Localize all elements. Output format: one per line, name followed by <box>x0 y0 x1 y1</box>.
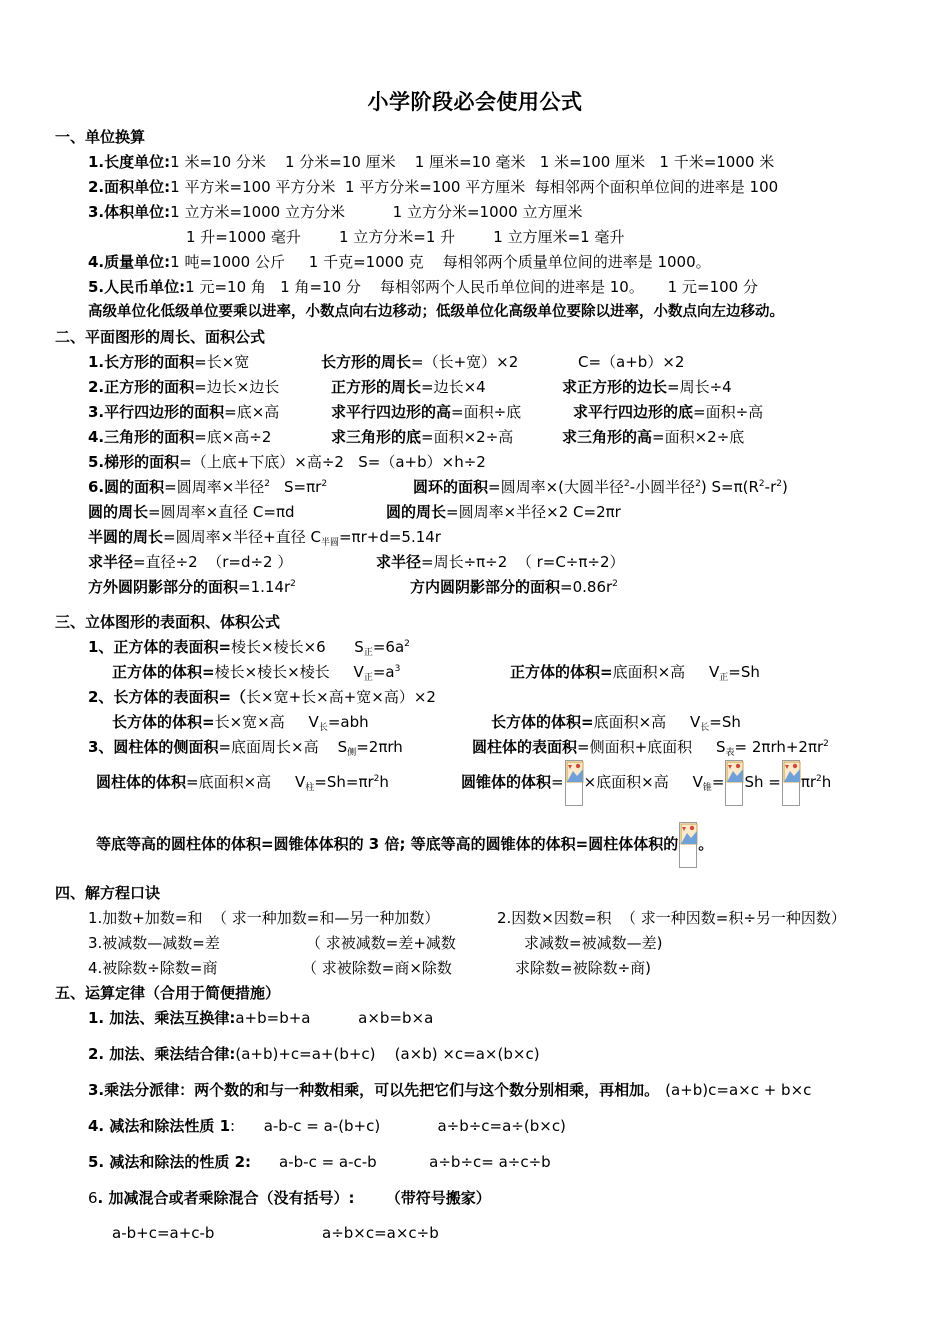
cuboid-volume-formula: 长×宽×高 V <box>214 713 319 731</box>
length-units-text: 1 米=10 分米 1 分米=10 厘米 1 厘米=10 毫米 1 米=100 厘米 1 千米=1000 米 <box>170 153 775 171</box>
cylinder-lateral-area-value: =2πrh <box>356 738 403 756</box>
rectangle-perimeter <box>321 352 518 372</box>
parallelogram-area-formula: =底×高 <box>224 403 280 421</box>
cube-volume-value: =a <box>372 663 395 681</box>
cylinder-surface-area-value: = 2πrh+2πr <box>734 738 824 756</box>
rectangle-row <box>88 352 249 372</box>
property-1-formula: : a-b-c = a-(b+c) a÷b÷c=a÷(b×c) <box>230 1117 566 1135</box>
associative-law <box>88 1044 540 1064</box>
exponent: 2 <box>321 479 328 489</box>
distributive-law <box>88 1080 811 1100</box>
cuboid-volume-label: 长方体的体积= <box>112 713 215 731</box>
cuboid-volume <box>112 712 369 732</box>
cuboid-surface-area-label: 2、长方体的表面积=（ <box>88 688 247 706</box>
fraction-image-placeholder-icon <box>782 760 800 806</box>
equation-rule-division: 4.被除数÷除数=商 <box>88 959 218 977</box>
cylinder-lateral-area <box>88 737 403 757</box>
cube-surface-area-value: =6a <box>372 638 405 656</box>
square-side-formula: =周长÷4 <box>667 378 732 396</box>
subscript: 长 <box>700 723 710 733</box>
parallelogram-height <box>331 402 521 422</box>
mixed-operations-addition-example: a-b+c=a+c-b <box>112 1224 215 1242</box>
subscript: 侧 <box>347 748 357 758</box>
fraction-image-placeholder-icon <box>679 822 697 868</box>
circle-area-symbolic: S=πr <box>284 478 322 496</box>
mixed-operations-number: 6 <box>88 1189 98 1207</box>
currency-units-text: 1 元=10 角 1 角=10 分 每相邻两个人民币单位间的进率是 10。 1 元=100 分 <box>185 278 758 296</box>
circle-circumference-radius <box>386 502 621 522</box>
cylinder-lateral-area-formula: =底面周长×高 S <box>218 738 348 756</box>
annulus-area <box>413 477 788 497</box>
area-units-row <box>88 177 778 197</box>
area-units-text: 1 平方米=100 平方分米 1 平方分米=100 平方厘米 每相邻两个面积单位间的进率是 100 <box>170 178 779 196</box>
subscript: 长 <box>318 723 328 733</box>
volume-units-row <box>88 202 582 222</box>
annulus-area-symbolic-end: ) <box>781 478 788 496</box>
radius-from-diameter-formula: =直径÷2 （r=d÷2 ） <box>133 553 293 571</box>
cylinder-volume-value-end: h <box>379 773 389 791</box>
exponent: 2 <box>264 479 271 489</box>
distributive-law-formula: (a+b)c=a×c + b×c <box>665 1081 812 1099</box>
radius-from-circumference-formula: =周长÷π÷2 （ r=C÷π÷2） <box>421 553 625 571</box>
cylinder-cone-relation-text: 等底等高的圆柱体的体积=圆锥体体积的 3 倍; 等底等高的圆锥体的体积=圆柱体体积的 <box>96 835 679 853</box>
equation-rule-addition: 1.加数+加数=和 （ 求一种加数=和—另一种加数） <box>88 909 440 927</box>
cube-volume-formula: 棱长×棱长×棱长 V <box>214 663 364 681</box>
circle-circumference-label: 圆的周长 <box>88 503 149 521</box>
cuboid-volume-base-label: 长方体的体积= <box>491 713 594 731</box>
parallelogram-height-label: 求平行四边形的高 <box>331 403 452 421</box>
square-perimeter-formula: =边长×4 <box>421 378 486 396</box>
cylinder-cone-relation <box>96 820 713 868</box>
equation-rule-subtraction-subtrahend: 求减数=被减数—差) <box>524 934 663 952</box>
cube-volume <box>112 662 400 682</box>
parallelogram-base <box>573 402 763 422</box>
triangle-area-formula: =底×高÷2 <box>194 428 272 446</box>
mass-units-label: 4.质量单位: <box>88 253 171 271</box>
rectangle-perimeter-symbolic: C=（a+b）×2 <box>578 353 685 371</box>
commutative-law <box>88 1008 433 1028</box>
annulus-area-formula-part: -小圆半径 <box>629 478 696 496</box>
exponent: 2 <box>404 639 410 649</box>
cone-volume-pi-r: πr <box>800 773 817 791</box>
radius-label-2: 求半径 <box>376 553 422 571</box>
volume-units-label: 3.体积单位: <box>88 203 171 221</box>
annulus-area-symbolic-part: -r <box>764 478 777 496</box>
outer-shaded-area-label: 方外圆阴影部分的面积 <box>88 578 239 596</box>
square-perimeter-label: 正方形的周长 <box>331 378 422 396</box>
cylinder-volume-formula: =底面积×高 V <box>186 773 306 791</box>
cuboid-volume-base <box>491 712 741 732</box>
property-2-label: 5. 减法和除法的性质 2: <box>88 1153 252 1171</box>
exponent: 2 <box>373 774 380 784</box>
equation-rule-subtraction-minuend: （ 求被减数=差+减数 <box>306 934 456 952</box>
cube-volume-base <box>510 662 760 682</box>
circle-circumference-formula-2: =圆周率×半径×2 C=2πr <box>446 503 621 521</box>
subtraction-division-property-2 <box>88 1152 551 1172</box>
triangle-base-label: 求三角形的底 <box>331 428 422 446</box>
exponent: 2 <box>823 739 829 749</box>
length-units-label: 1.长度单位: <box>88 153 171 171</box>
mass-units-text: 1 吨=1000 公斤 1 千克=1000 克 每相邻两个质量单位间的进率是 1000。 <box>170 253 711 271</box>
parallelogram-height-formula: =面积÷底 <box>451 403 522 421</box>
currency-units-label: 5.人民币单位: <box>88 278 186 296</box>
annulus-area-symbolic: ) S=π(R <box>700 478 759 496</box>
square-side-label: 求正方形的边长 <box>562 378 668 396</box>
trapezoid-area <box>88 452 486 472</box>
circle-area-formula: =圆周率×半径 <box>164 478 265 496</box>
fraction-image-placeholder-icon <box>725 760 743 806</box>
cuboid-surface-area-formula: 长×宽+长×高+宽×高）×2 <box>246 688 436 706</box>
circle-area-label: 6.圆的面积 <box>88 478 165 496</box>
inner-shaded-area-label: 方内圆阴影部分的面积 <box>410 578 561 596</box>
annulus-area-formula: =圆周率×(大圆半径 <box>488 478 625 496</box>
area-units-label: 2.面积单位: <box>88 178 171 196</box>
cube-volume-label: 正方体的体积= <box>112 663 215 681</box>
fraction-image-placeholder-icon <box>565 760 583 806</box>
triangle-base <box>331 427 513 447</box>
equals-sign: = <box>551 773 564 791</box>
subscript: 表 <box>725 748 735 758</box>
cone-volume <box>461 758 831 806</box>
currency-units-row <box>88 277 758 297</box>
subtraction-division-property-1 <box>88 1116 566 1136</box>
triangle-area-label: 4.三角形的面积 <box>88 428 195 446</box>
triangle-area <box>88 427 271 447</box>
rectangle-perimeter-formula: =（长+宽）×2 <box>411 353 519 371</box>
semicircle-perimeter-label: 半圆的周长 <box>88 528 164 546</box>
page-title: 小学阶段必会使用公式 <box>367 90 583 114</box>
exponent: 2 <box>758 479 765 489</box>
circle-circumference-formula: =圆周率×直径 C=πd <box>148 503 295 521</box>
exponent: 3 <box>394 664 401 674</box>
inner-shaded-area <box>410 577 618 597</box>
equation-rule-division-divisor: 求除数=被除数÷商) <box>515 959 651 977</box>
rectangle-area-formula: =长×宽 <box>194 353 250 371</box>
associative-law-label: 2. 加法、乘法结合律: <box>88 1045 236 1063</box>
semicircle-perimeter-formula: =圆周率×半径+直径 C <box>163 528 321 546</box>
cylinder-volume-label: 圆柱体的体积 <box>96 773 187 791</box>
trapezoid-area-formula: =（上底+下底）×高÷2 S=（a+b）×h÷2 <box>179 453 486 471</box>
square-area-formula: =边长×边长 <box>194 378 280 396</box>
cuboid-volume-base-formula: 底面积×高 V <box>593 713 701 731</box>
circle-circumference-diameter <box>88 502 295 522</box>
parallelogram-base-formula: =面积÷高 <box>693 403 764 421</box>
commutative-law-label: 1. 加法、乘法互换律: <box>88 1009 236 1027</box>
exponent: 2 <box>816 774 822 784</box>
cone-volume-sh: Sh = <box>744 773 781 791</box>
circle-area <box>88 477 327 497</box>
parallelogram-area-label: 3.平行四边形的面积 <box>88 403 225 421</box>
subscript: 正 <box>363 673 373 683</box>
unit-conversion-note: 高级单位化低级单位要乘以进率，小数点向右边移动；低级单位化高级单位要除以进率，小数点向左边移动。 <box>88 304 784 320</box>
section-2-heading: 二、平面图形的周长、面积公式 <box>55 328 266 346</box>
cone-volume-formula: ×底面积×高 V <box>583 773 703 791</box>
radius-label: 求半径 <box>88 553 134 571</box>
cylinder-surface-area-formula: =侧面积+底面积 S <box>577 738 726 756</box>
cube-volume-base-label: 正方体的体积= <box>510 663 613 681</box>
cylinder-volume-value: =Sh=πr <box>314 773 374 791</box>
cuboid-volume-base-value: =Sh <box>709 713 741 731</box>
exponent: 2 <box>695 479 701 489</box>
subscript: 柱 <box>305 783 315 793</box>
outer-shaded-area <box>88 577 296 597</box>
length-units-row <box>88 152 774 172</box>
exponent: 2 <box>612 579 618 589</box>
triangle-height-label: 求三角形的高 <box>562 428 653 446</box>
equals-sign-2: = <box>711 773 725 791</box>
equation-rule-subtraction: 3.被减数—减数=差 <box>88 934 220 952</box>
cuboid-volume-value: =abh <box>327 713 369 731</box>
semicircle-perimeter-value: =πr+d=5.14r <box>338 528 441 546</box>
exponent: 2 <box>290 579 296 589</box>
inner-shaded-area-formula: =0.86r <box>560 578 613 596</box>
rectangle-perimeter-label: 长方形的周长 <box>321 353 412 371</box>
cone-volume-label: 圆锥体的体积 <box>461 773 552 791</box>
subscript: 半圆 <box>320 538 339 548</box>
section-3-heading: 三、立体图形的表面积、体积公式 <box>55 613 281 631</box>
rectangle-area-label: 1.长方形的面积 <box>88 353 195 371</box>
parallelogram-area <box>88 402 279 422</box>
subscript: 正 <box>363 648 373 658</box>
triangle-base-formula: =面积×2÷高 <box>421 428 514 446</box>
subscript: 锥 <box>702 783 712 793</box>
associative-law-formula: (a+b)+c=a+(b+c) (a×b) ×c=a×(b×c) <box>235 1045 540 1063</box>
outer-shaded-area-formula: =1.14r <box>238 578 291 596</box>
period: 。 <box>698 835 714 853</box>
square-area-label: 2.正方形的面积 <box>88 378 195 396</box>
square-area <box>88 377 279 397</box>
cube-volume-base-formula: 底面积×高 V <box>612 663 720 681</box>
semicircle-perimeter <box>88 527 441 547</box>
equation-rule-division-dividend: （ 求被除数=商×除数 <box>302 959 452 977</box>
mixed-operations-label: . 加减混合或者乘除混合（没有括号）: （带符号搬家） <box>97 1189 491 1207</box>
square-perimeter <box>331 377 486 397</box>
property-1-label: 4. 减法和除法性质 1 <box>88 1117 231 1135</box>
trapezoid-area-label: 5.梯形的面积 <box>88 453 180 471</box>
cylinder-volume <box>96 772 389 792</box>
triangle-height <box>562 427 744 447</box>
radius-from-diameter <box>88 552 292 572</box>
cylinder-surface-area <box>472 737 829 757</box>
distributive-law-label: 3.乘法分派律：两个数的和与一种数相乘，可以先把它们与这个数分别相乘，再相加。 <box>88 1081 660 1099</box>
cube-surface-area <box>88 637 410 657</box>
cylinder-surface-area-label: 圆柱体的表面积 <box>472 738 578 756</box>
mass-units-row <box>88 252 711 272</box>
volume-units-row-2: 1 升=1000 毫升 1 立方分米=1 升 1 立方厘米=1 毫升 <box>186 228 625 246</box>
circle-circumference-label-2: 圆的周长 <box>386 503 447 521</box>
section-1-heading: 一、单位换算 <box>55 128 146 146</box>
triangle-height-formula: =面积×2÷底 <box>652 428 745 446</box>
cube-surface-area-formula: 棱长×棱长×6 S <box>231 638 364 656</box>
volume-units-text: 1 立方米=1000 立方分米 1 立方分米=1000 立方厘米 <box>170 203 583 221</box>
cuboid-surface-area <box>88 687 436 707</box>
section-5-heading: 五、运算定律（合用于简便措施） <box>55 984 281 1002</box>
cylinder-lateral-area-label: 3、圆柱体的侧面积 <box>88 738 219 756</box>
section-4-heading: 四、解方程口诀 <box>55 884 161 902</box>
commutative-law-formula: a+b=b+a a×b=b×a <box>235 1009 434 1027</box>
annulus-area-label: 圆环的面积 <box>413 478 489 496</box>
cone-volume-h: h <box>821 773 832 791</box>
subscript: 正 <box>719 673 729 683</box>
exponent: 2 <box>624 479 630 489</box>
cube-surface-area-label: 1、正方体的表面积= <box>88 638 232 656</box>
cube-volume-base-value: =Sh <box>728 663 760 681</box>
mixed-operations <box>88 1188 491 1208</box>
mixed-operations-multiplication-example: a÷b×c=a×c÷b <box>322 1224 439 1242</box>
square-side <box>562 377 732 397</box>
parallelogram-base-label: 求平行四边形的底 <box>573 403 694 421</box>
radius-from-circumference <box>376 552 625 572</box>
property-2-formula: a-b-c = a-c-b a÷b÷c= a÷c÷b <box>279 1153 551 1171</box>
exponent: 2 <box>776 479 782 489</box>
equation-rule-multiplication: 2.因数×因数=积 （ 求一种因数=积÷另一种因数） <box>497 909 846 927</box>
